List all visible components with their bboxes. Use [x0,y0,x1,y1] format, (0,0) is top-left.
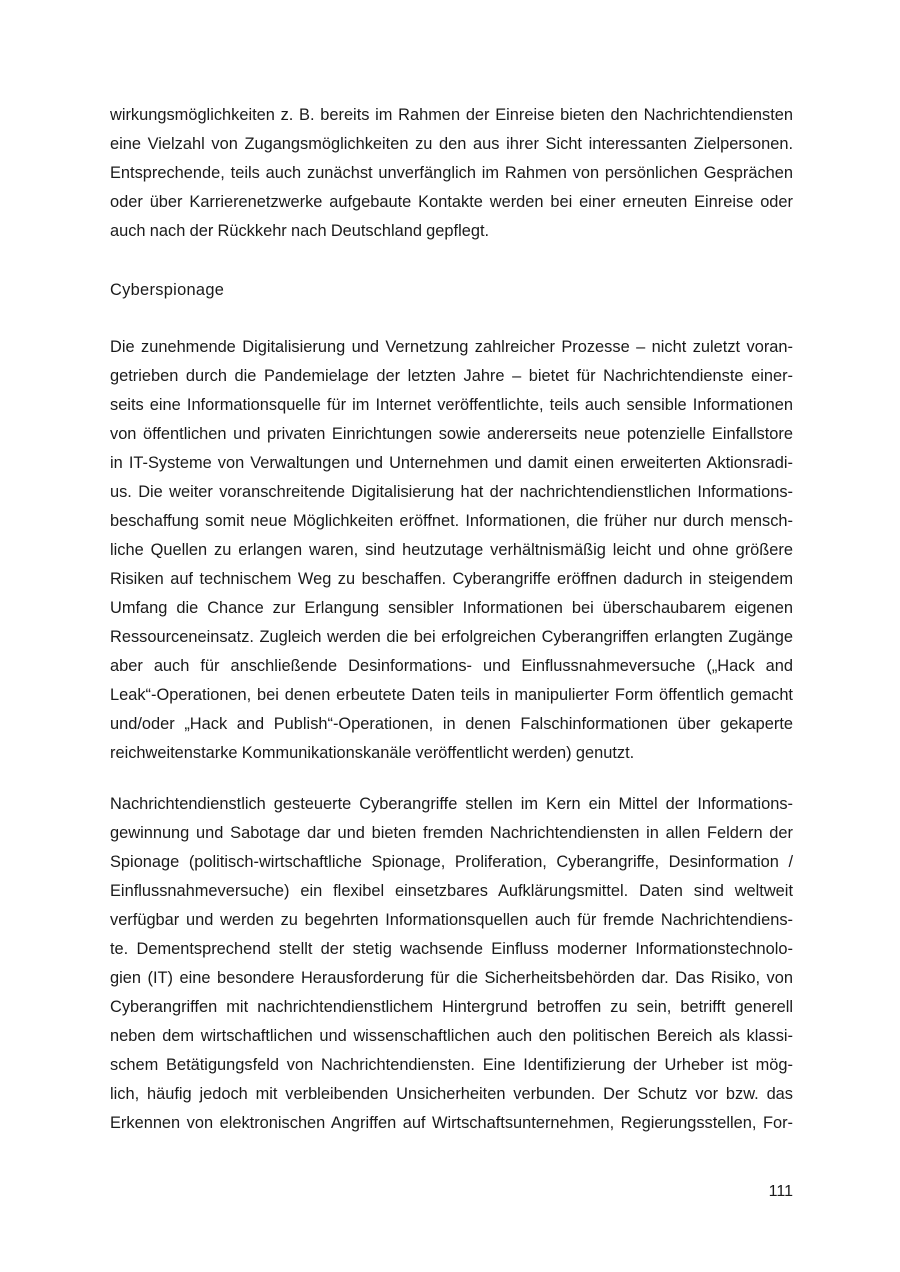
paragraph-2-line: beschaffung somit neue Möglichkeiten eröffnet. Informationen, die früher nur durch mensch- [110,512,793,530]
paragraph-2-line: in IT-Systeme von Verwaltungen und Unternehmen und damit einen erweiterten Aktionsradi- [110,454,793,472]
paragraph-3-line: gewinnung und Sabotage dar und bieten fremden Nachrichtendiensten in allen Feldern der [110,824,793,842]
paragraph-1-line: wirkungsmöglichkeiten z. B. bereits im Rahmen der Einreise bieten den Nachrichtendiensten [110,106,793,124]
paragraph-3-line: Einflussnahmeversuche) ein flexibel einsetzbares Aufklärungsmittel. Daten sind weltweit [110,882,793,900]
paragraph-2-line: Risiken auf technischem Weg zu beschaffen. Cyberangriffe eröffnen dadurch in steigendem [110,570,793,588]
paragraph-3-line: neben dem wirtschaftlichen und wissenschaftlichen auch den politischen Bereich als klassi- [110,1027,793,1045]
page-number: 111 [768,1183,793,1200]
paragraph-2-line: liche Quellen zu erlangen waren, sind heutzutage verhältnismäßig leicht und ohne größere [110,541,793,559]
paragraph-2-line: Umfang die Chance zur Erlangung sensibler Informationen bei überschaubarem eigenen [110,599,793,617]
paragraph-3-line: te. Dementsprechend stellt der stetig wachsende Einfluss moderner Informationstechnolo- [110,940,793,958]
paragraph-3-line: Spionage (politisch-wirtschaftliche Spionage, Proliferation, Cyberangriffe, Desinformation / [110,853,793,871]
paragraph-2-line: getrieben durch die Pandemielage der letzten Jahre – bietet für Nachrichtendienste einer- [110,367,793,385]
paragraph-2-line: Leak“-Operationen, bei denen erbeutete Daten teils in manipulierter Form öffentlich gemacht [110,686,793,704]
paragraph-3-line: Nachrichtendienstlich gesteuerte Cyberangriffe stellen im Kern ein Mittel der Informations- [110,795,793,813]
paragraph-1-line: Entsprechende, teils auch zunächst unverfänglich im Rahmen von persönlichen Gesprächen [110,164,793,182]
paragraph-3-line: schem Betätigungsfeld von Nachrichtendiensten. Eine Identifizierung der Urheber ist mög- [110,1056,793,1074]
paragraph-2-line: von öffentlichen und privaten Einrichtungen sowie andererseits neue potenzielle Einfallstore [110,425,793,443]
paragraph-1-line: oder über Karrierenetzwerke aufgebaute Kontakte werden bei einer erneuten Einreise oder [110,193,793,211]
paragraph-3-line: verfügbar und werden zu begehrten Informationsquellen auch für fremde Nachrichtendiens- [110,911,793,929]
paragraph-1-line: eine Vielzahl von Zugangsmöglichkeiten zu den aus ihrer Sicht interessanten Zielpersonen. [110,135,793,153]
paragraph-3-line: gien (IT) eine besondere Herausforderung für die Sicherheitsbehörden dar. Das Risiko, von [110,969,793,987]
paragraph-3-line: Erkennen von elektronischen Angriffen auf Wirtschaftsunternehmen, Regierungsstellen, For- [110,1114,793,1132]
paragraph-2-line: aber auch für anschließende Desinformations- und Einflussnahmeversuche („Hack and [110,657,793,675]
paragraph-2-line: Die zunehmende Digitalisierung und Vernetzung zahlreicher Prozesse – nicht zuletzt voran- [110,338,793,356]
paragraph-2-line: us. Die weiter voranschreitende Digitalisierung hat der nachrichtendienstlichen Informations- [110,483,793,501]
paragraph-2-line: und/oder „Hack and Publish“-Operationen, in denen Falschinformationen über gekaperte [110,715,793,733]
section-heading: Cyberspionage [110,281,225,299]
paragraph-3-line: lich, häufig jedoch mit verbleibenden Unsicherheiten verbunden. Der Schutz vor bzw. das [110,1085,793,1103]
paragraph-2-line: seits eine Informationsquelle für im Internet veröffentlichte, teils auch sensible Informationen [110,396,793,414]
paragraph-3-line: Cyberangriffen mit nachrichtendienstlichem Hintergrund betroffen zu sein, betrifft generell [110,998,793,1016]
paragraph-2-line: Ressourceneinsatz. Zugleich werden die bei erfolgreichen Cyberangriffen erlangten Zugänge [110,628,793,646]
paragraph-1-line: auch nach der Rückkehr nach Deutschland gepflegt. [110,222,490,240]
paragraph-2-line: reichweitenstarke Kommunikationskanäle veröffentlicht werden) genutzt. [110,744,635,762]
